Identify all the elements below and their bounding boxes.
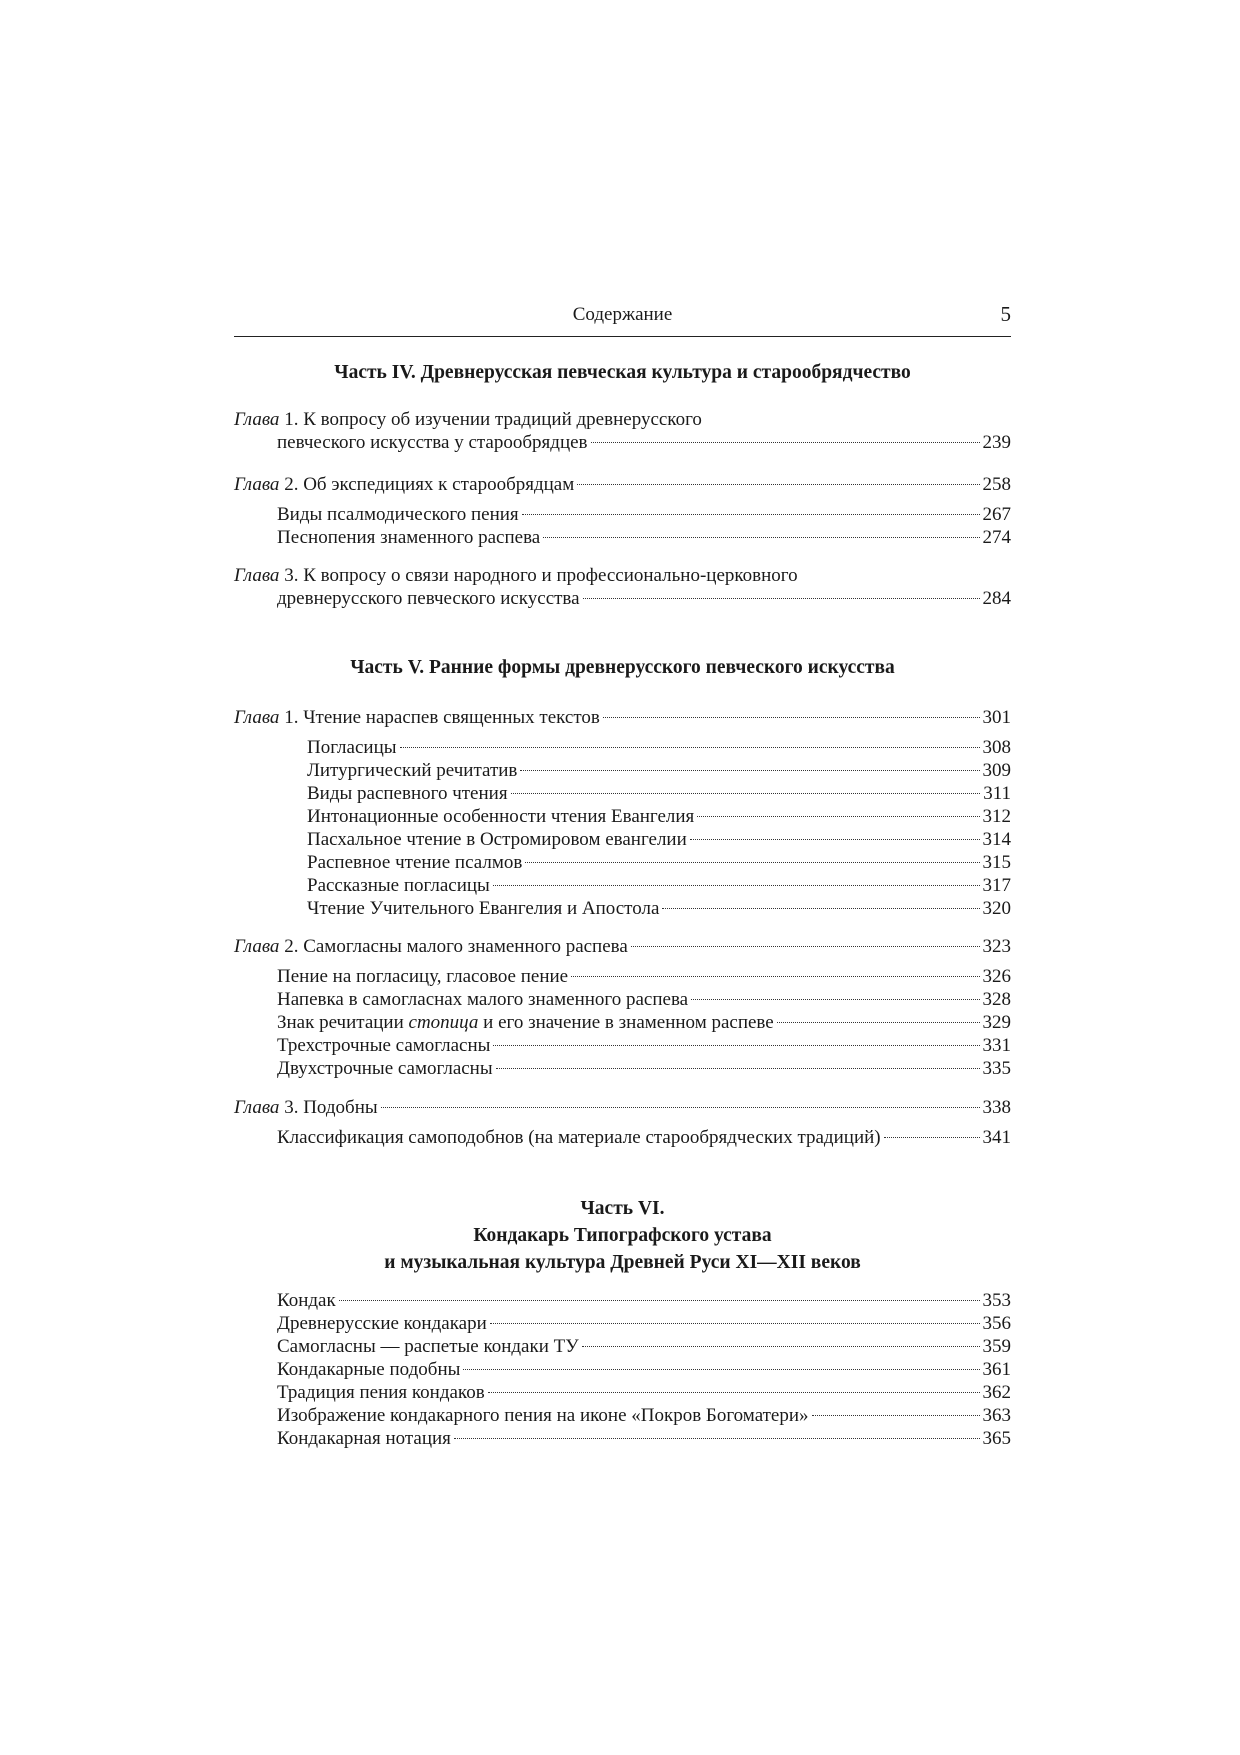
toc-chapter-line[interactable]: [234, 1096, 1011, 1120]
dot-leader: [488, 1392, 980, 1393]
toc-chapter-line-cont[interactable]: [277, 431, 1011, 455]
toc-section-line[interactable]: [307, 782, 1011, 806]
page-ref: 335: [982, 1058, 1011, 1079]
dot-leader: [697, 816, 979, 817]
toc-chapter-line[interactable]: [234, 473, 1011, 497]
section-title: Трехстрочные самогласны: [277, 1035, 491, 1056]
toc-section-line[interactable]: [277, 1011, 1011, 1035]
section-title: Песнопения знаменного распева: [277, 527, 541, 548]
page-ref: 267: [982, 504, 1011, 525]
toc-section-line[interactable]: [277, 1034, 1011, 1058]
toc-section-line[interactable]: [307, 828, 1011, 852]
page-ref: 331: [982, 1035, 1011, 1056]
part-6-title: Часть VI.: [580, 1198, 665, 1219]
section-title: Распевное чтение псалмов: [307, 852, 523, 873]
section-title-part: Знак речитации: [277, 1012, 409, 1033]
page-ref: 317: [982, 875, 1011, 896]
page-ref: 338: [982, 1097, 1011, 1118]
section-title: Виды псалмодического пения: [277, 504, 519, 525]
dot-leader: [583, 598, 980, 599]
dot-leader: [522, 514, 980, 515]
section-title: Виды распевного чтения: [307, 783, 508, 804]
dot-leader: [511, 793, 981, 794]
page-ref: 353: [982, 1290, 1011, 1311]
toc-section-line[interactable]: [277, 1289, 1011, 1313]
chapter-label: Глава: [234, 474, 280, 495]
toc-section-line[interactable]: [277, 503, 1011, 527]
chapter-label: Глава: [234, 936, 280, 957]
dot-leader: [591, 442, 980, 443]
section-title: Рассказные погласицы: [307, 875, 490, 896]
page-ref: 274: [982, 527, 1011, 548]
section-title: Древнерусские кондакари: [277, 1313, 487, 1334]
toc-section-line[interactable]: [307, 759, 1011, 783]
toc-section-line[interactable]: [307, 897, 1011, 921]
dot-leader: [577, 484, 979, 485]
toc-section-line[interactable]: [277, 1335, 1011, 1359]
page-ref: 314: [982, 829, 1011, 850]
section-title: Пение на погласицу, гласовое пение: [277, 966, 569, 987]
dot-leader: [490, 1323, 980, 1324]
dot-leader: [631, 946, 980, 947]
dot-leader: [812, 1415, 980, 1416]
dot-leader: [525, 862, 979, 863]
chapter-label: Глава: [234, 707, 280, 728]
toc-section-line[interactable]: [277, 526, 1011, 550]
page-ref: 329: [982, 1012, 1011, 1033]
toc-section-line[interactable]: [277, 1126, 1011, 1150]
chapter-title: 1. К вопросу об изучении традиций древнерусского: [279, 409, 702, 430]
toc-chapter-line-cont[interactable]: [277, 587, 1011, 611]
toc-page: [234, 0, 1011, 1755]
dot-leader: [400, 747, 980, 748]
toc-section-line[interactable]: [307, 805, 1011, 829]
header-rule: [234, 336, 1011, 337]
section-title: Кондакарная нотация: [277, 1428, 451, 1449]
page-ref: 328: [982, 989, 1011, 1010]
toc-section-line[interactable]: [277, 1427, 1011, 1451]
section-title: Самогласны — распетые кондаки ТУ: [277, 1336, 579, 1357]
toc-section-line[interactable]: [277, 1312, 1011, 1336]
dot-leader: [571, 976, 979, 977]
toc-section-line[interactable]: [307, 851, 1011, 875]
page-number: 5: [1000, 302, 1011, 326]
dot-leader: [777, 1022, 980, 1023]
section-title: Кондакарные подобны: [277, 1359, 461, 1380]
section-title: Кондак: [277, 1290, 336, 1311]
part-4-title: Часть IV. Древнерусская певческая культура и старообрядчество: [334, 362, 911, 383]
running-header-title: Содержание: [572, 304, 673, 325]
toc-chapter-line[interactable]: [234, 935, 1011, 959]
page-ref: 362: [982, 1382, 1011, 1403]
section-title: Пасхальное чтение в Остромировом евангелии: [307, 829, 687, 850]
page-ref: 356: [982, 1313, 1011, 1334]
dot-leader: [463, 1369, 979, 1370]
section-title: Традиция пения кондаков: [277, 1382, 485, 1403]
chapter-label: Глава: [234, 565, 280, 586]
chapter-label: Глава: [234, 1097, 280, 1118]
dot-leader: [493, 1045, 979, 1046]
toc-chapter-line[interactable]: [234, 706, 1011, 730]
page-ref: 365: [982, 1428, 1011, 1449]
dot-leader: [381, 1107, 980, 1108]
dot-leader: [662, 908, 979, 909]
page-ref: 363: [982, 1405, 1011, 1426]
section-title: Интонационные особенности чтения Евангелия: [307, 806, 695, 827]
dot-leader: [520, 770, 979, 771]
section-title: Чтение Учительного Евангелия и Апостола: [307, 898, 660, 919]
dot-leader: [690, 839, 980, 840]
part-6-subtitle: Кондакарь Типографского устава: [473, 1225, 772, 1246]
toc-chapter-line[interactable]: [234, 564, 1011, 588]
chapter-title: 2. Самогласны малого знаменного распева: [279, 936, 628, 957]
dot-leader: [603, 717, 980, 718]
section-title-term: стопица: [408, 1012, 479, 1033]
toc-section-line[interactable]: [277, 988, 1011, 1012]
dot-leader: [339, 1300, 980, 1301]
page-ref: 341: [982, 1127, 1011, 1148]
chapter-title-cont: певческого искусства у старообрядцев: [277, 432, 588, 453]
dot-leader: [496, 1068, 980, 1069]
dot-leader: [691, 999, 979, 1000]
section-title: Двухстрочные самогласны: [277, 1058, 493, 1079]
section-title-part: и его значение в знаменном распеве: [478, 1012, 774, 1033]
chapter-title-cont: древнерусского певческого искусства: [277, 588, 580, 609]
section-title: Литургический речитатив: [307, 760, 518, 781]
page-ref: 323: [982, 936, 1011, 957]
page-ref: 361: [982, 1359, 1011, 1380]
page-ref: 284: [982, 588, 1011, 609]
chapter-title: 2. Об экспедициях к старообрядцам: [279, 474, 575, 495]
page-ref: 312: [982, 806, 1011, 827]
dot-leader: [582, 1346, 980, 1347]
dot-leader: [454, 1438, 980, 1439]
page-ref: 301: [982, 707, 1011, 728]
page-ref: 258: [982, 474, 1011, 495]
section-title: Напевка в самогласнах малого знаменного распева: [277, 989, 689, 1010]
page-ref: 359: [982, 1336, 1011, 1357]
page-ref: 326: [982, 966, 1011, 987]
page-ref: 309: [982, 760, 1011, 781]
chapter-title: 1. Чтение нараспев священных текстов: [279, 707, 600, 728]
page-ref: 320: [982, 898, 1011, 919]
toc-section-line[interactable]: [277, 1057, 1011, 1081]
page-ref: 315: [982, 852, 1011, 873]
section-title: Изображение кондакарного пения на иконе «Покров Богоматери»: [277, 1405, 809, 1426]
part-6-subtitle: и музыкальная культура Древней Руси XI—XII веков: [384, 1252, 861, 1273]
toc-section-line[interactable]: [277, 1358, 1011, 1382]
toc-chapter-line[interactable]: [234, 408, 1011, 432]
part-5-title: Часть V. Ранние формы древнерусского певческого искусства: [350, 657, 895, 678]
dot-leader: [493, 885, 980, 886]
toc-section-line[interactable]: [307, 736, 1011, 760]
page-ref: 308: [982, 737, 1011, 758]
toc-section-line[interactable]: [277, 965, 1011, 989]
toc-section-line[interactable]: [277, 1404, 1011, 1428]
dot-leader: [543, 537, 979, 538]
page-ref: 311: [983, 783, 1011, 804]
chapter-title: 3. К вопросу о связи народного и профессионально-церковного: [279, 565, 798, 586]
section-title: Погласицы: [307, 737, 397, 758]
toc-section-line[interactable]: [277, 1381, 1011, 1405]
chapter-title: 3. Подобны: [279, 1097, 378, 1118]
section-title: Классификация самоподобнов (на материале старообрядческих традиций): [277, 1127, 881, 1148]
chapter-label: Глава: [234, 409, 280, 430]
running-header: [234, 304, 1011, 334]
dot-leader: [884, 1137, 980, 1138]
page-ref: 239: [982, 432, 1011, 453]
toc-section-line[interactable]: [307, 874, 1011, 898]
